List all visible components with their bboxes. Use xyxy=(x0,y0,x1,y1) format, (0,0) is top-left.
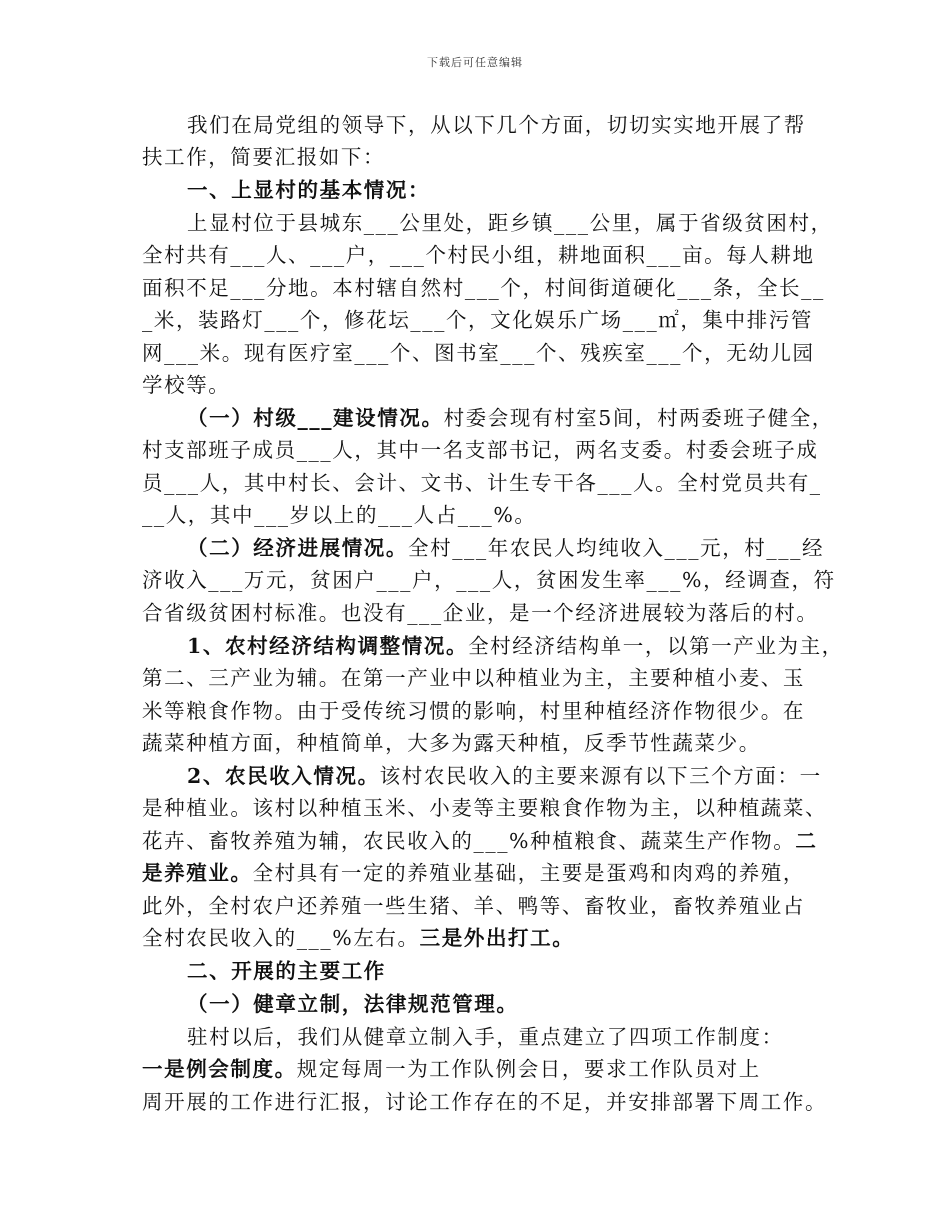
paragraph-line xyxy=(142,926,574,950)
page-header: 下载后可任意编辑 xyxy=(427,56,523,69)
paragraph-line: 扶工作，简要汇报如下： xyxy=(142,145,386,169)
paragraph-line: 蔬菜种植方面，种植简单，大多为露天种植，反季节性蔬菜少。 xyxy=(142,731,761,755)
paragraph-line: 第二、三产业为辅。在第一产业中以种植业为主，主要种植小麦、玉 xyxy=(142,666,805,690)
bold-phrase: 是养殖业。 xyxy=(142,861,253,885)
paragraph-line: 我们在局党组的领导下，从以下几个方面，切切实实地开展了帮 xyxy=(187,113,806,137)
bold-phrase: 三是外出打工。 xyxy=(419,926,575,950)
subsection-heading: 2、农民收入情况。 xyxy=(187,764,380,788)
paragraph-line: 员___人，其中村长、会计、文书、计生专干各___人。全村党员共有_ xyxy=(142,471,822,495)
bold-phrase: 二 xyxy=(795,829,818,853)
section-heading: 一、上显村的基本情况： xyxy=(187,178,431,202)
subsection-heading: （二）经济进展情况。 xyxy=(187,536,408,560)
paragraph-line: 米等粮食作物。由于受传统习惯的影响，村里种植经济作物很少。在 xyxy=(142,699,805,723)
paragraph-line xyxy=(142,829,817,853)
paragraph-line: 村支部班子成员___人，其中一名支部书记，两名支委。村委会班子成 xyxy=(142,438,819,462)
paragraph-line xyxy=(187,406,834,430)
paragraph-line: 驻村以后，我们从健章立制入手，重点建立了四项工作制度： xyxy=(187,1025,784,1049)
paragraph-line xyxy=(142,861,805,885)
paragraph-line: 学校等。 xyxy=(142,373,231,397)
paragraph-line xyxy=(187,634,844,658)
paragraph-text: 全村经济结构单一，以第一产业为主， xyxy=(468,634,844,658)
section-heading: 二、开展的主要工作 xyxy=(187,959,386,983)
paragraph-line: 全村共有___人、___户，___个村民小组，耕地面积___亩。每人耕地 xyxy=(142,243,815,267)
paragraph-line: 合省级贫困村标准。也没有___企业，是一个经济进展较为落后的村。 xyxy=(142,601,819,625)
paragraph-text: 该村农民收入的主要来源有以下三个方面：一 xyxy=(379,764,822,788)
bold-phrase: 一是例会制度。 xyxy=(142,1057,297,1081)
paragraph-text: 村委会现有村室5间，村两委班子健全， xyxy=(443,406,834,430)
paragraph-text: 全村农民收入的___%左右。 xyxy=(142,926,420,950)
paragraph-line: 济收入___万元，贫困户___户，___人，贫困发生率___%，经调查，符 xyxy=(142,568,836,592)
paragraph-line: 面积不足___分地。本村辖自然村___个，村间街道硬化___条，全长__ xyxy=(142,276,825,300)
paragraph-text: 花卉、畜牧养殖为辅，农民收入的___%种植粮食、蔬菜生产作物。 xyxy=(142,829,796,853)
paragraph-line: 是种植业。该村以种植玉米、小麦等主要粮食作物为主，以种植蔬菜、 xyxy=(142,796,828,820)
paragraph-line: 上显村位于县城东___公里处，距乡镇___公里，属于省级贫困村， xyxy=(187,211,833,235)
paragraph-text: 全村具有一定的养殖业基础，主要是蛋鸡和肉鸡的养殖， xyxy=(252,861,805,885)
paragraph-line: __人，其中___岁以上的___人占___%。 xyxy=(142,503,537,527)
paragraph-line: 网___米。现有医疗室___个、图书室___个、残疾室___个，无幼儿园 xyxy=(142,341,815,365)
paragraph-line: 周开展的工作进行汇报，讨论工作存在的不足，并安排部署下周工作。 xyxy=(142,1090,828,1114)
paragraph-text: 全村___年农民人均纯收入___元，村___经 xyxy=(408,536,825,560)
paragraph-line xyxy=(187,536,824,560)
paragraph-text: 规定每周一为工作队例会日，要求工作队员对上 xyxy=(296,1057,761,1081)
subsection-heading: （一）健章立制，法律规范管理。 xyxy=(187,992,519,1016)
paragraph-line xyxy=(142,1057,761,1081)
paragraph-line: _米，装路灯___个，修花坛___个，文化娱乐广场___㎡，集中排污管 xyxy=(142,308,813,332)
paragraph-line: 此外，全村农户还养殖一些生猪、羊、鸭等、畜牧业，畜牧养殖业占 xyxy=(142,894,805,918)
subsection-heading: （一）村级___建设情况。 xyxy=(187,406,444,430)
paragraph-line xyxy=(187,764,822,788)
subsection-heading: 1、农村经济结构调整情况。 xyxy=(187,634,469,658)
